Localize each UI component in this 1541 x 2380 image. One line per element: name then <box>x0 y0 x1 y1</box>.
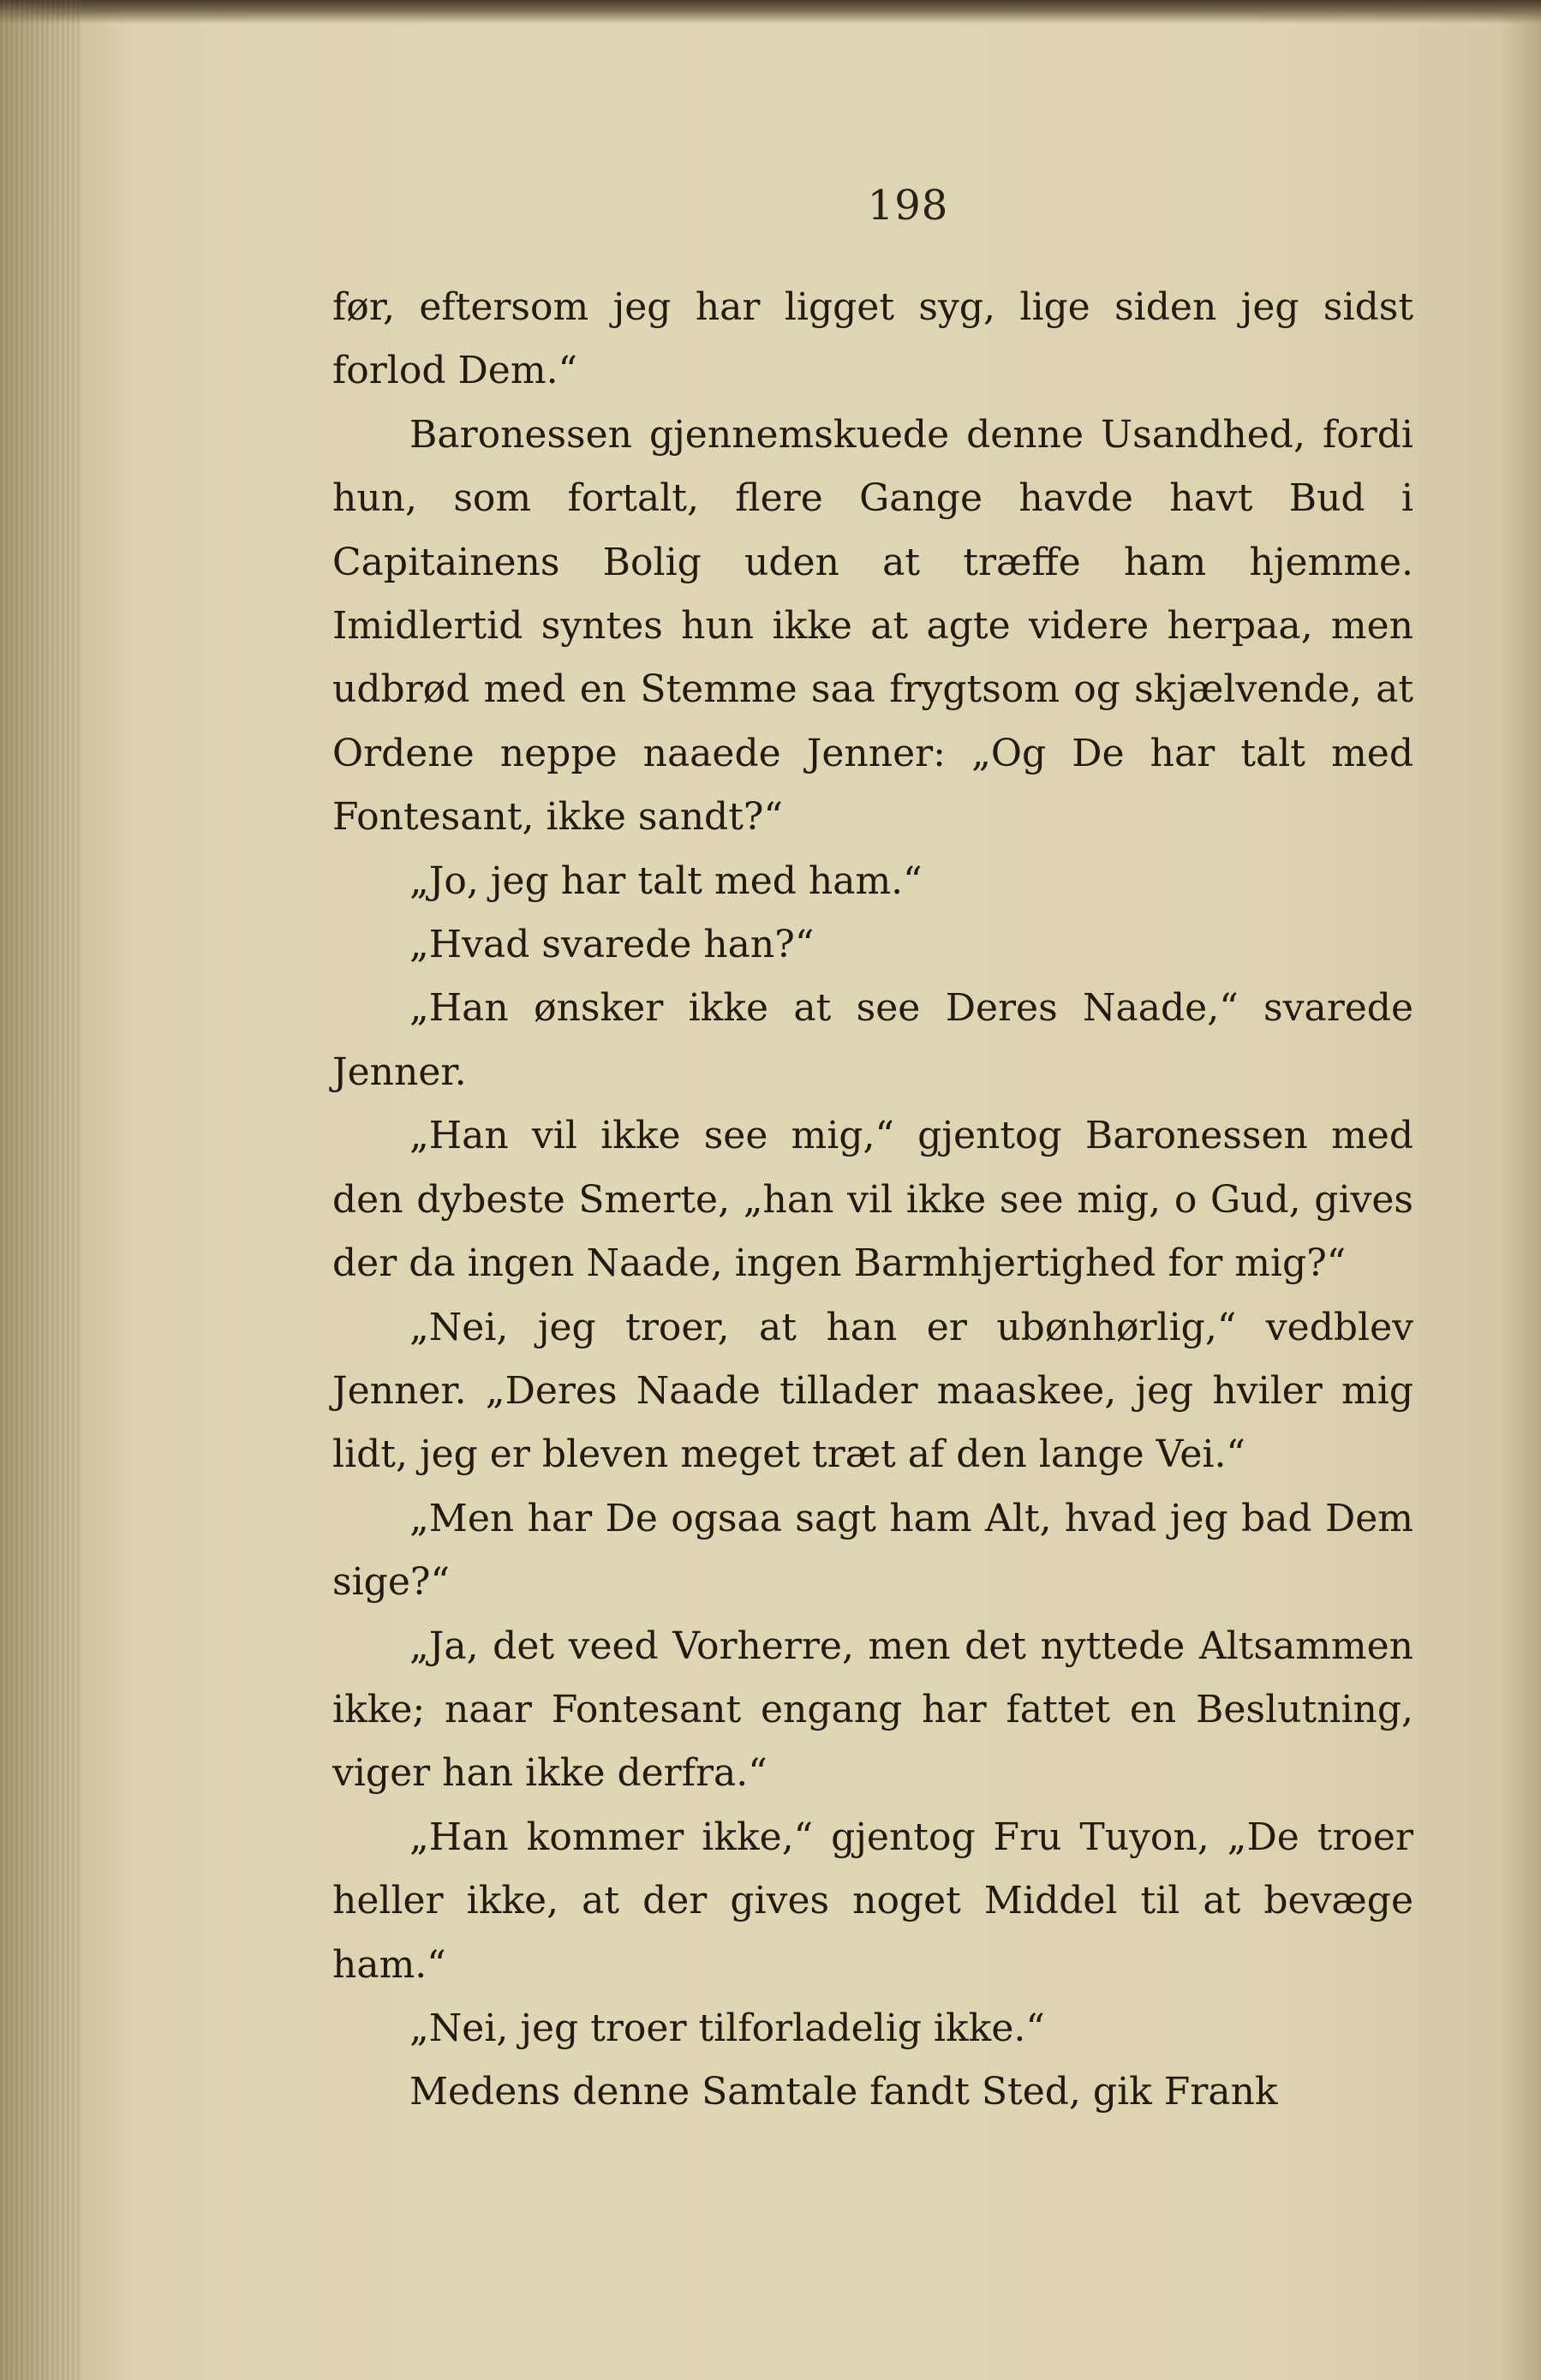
paragraph: „Men har De ogsaa sagt ham Alt, hvad jeg bad Dem sige?“ <box>332 1496 1413 1605</box>
paragraph: „Nei, jeg troer, at han er ubønhørlig,“ vedblev Jenner. „Deres Naade tillader maaskee, jeg hviler mig lidt, jeg er bleven meget træt af den lange Vei.“ <box>332 1305 1413 1477</box>
paragraph: „Hvad svarede han?“ <box>409 923 815 967</box>
paragraph: „Han vil ikke see mig,“ gjentog Baronessen med den dybeste Smerte, „han vil ikke see mig, o Gud, gives der da ingen Naade, ingen Barmhjertighed for mig?“ <box>332 1114 1413 1286</box>
body-text <box>332 276 1413 2125</box>
paragraph: Baronessen gjennemskuede denne Usandhed, fordi hun, som fortalt, flere Gange havde havt Bud i Capitainens Bolig uden at træffe ham hjemme. Imidlertid syntes hun ikke at agte videre herpaa, men udbrød med en Stemme saa frygtsom og skjælvende, at Ordene neppe naaede Jenner: „Og De har talt med Fontesant, ikke sandt?“ <box>332 412 1413 840</box>
page-binding-edge <box>0 0 81 2380</box>
paragraph: „Nei, jeg troer tilforladelig ikke.“ <box>409 2006 1045 2050</box>
page-top-shadow <box>0 0 1541 24</box>
paragraph: „Han kommer ikke,“ gjentog Fru Tuyon, „De troer heller ikke, at der gives noget Middel til at bevæge ham.“ <box>332 1815 1413 1987</box>
paragraph: „Ja, det veed Vorherre, men det nyttede Altsammen ikke; naar Fontesant engang har fattet en Beslutning, viger han ikke derfra.“ <box>332 1624 1413 1796</box>
paragraph: „Jo, jeg har talt med ham.“ <box>409 858 923 903</box>
paragraph: før, eftersom jeg har ligget syg, lige siden jeg sidst forlod Dem.“ <box>332 285 1413 393</box>
page-number: 198 <box>867 182 949 230</box>
paragraph: Medens denne Samtale fandt Sted, gik Frank <box>409 2070 1278 2114</box>
paragraph: „Han ønsker ikke at see Deres Naade,“ svarede Jenner. <box>332 986 1413 1094</box>
